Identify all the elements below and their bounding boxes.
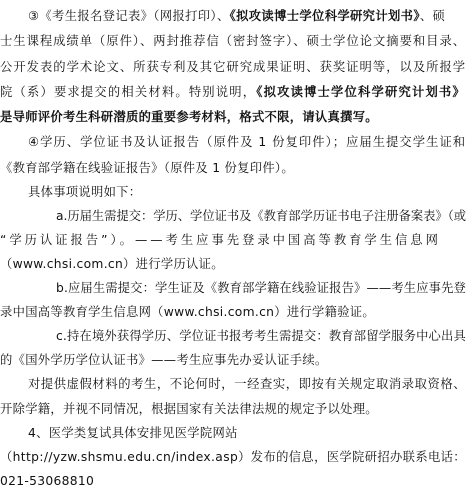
text-line	[0, 255, 473, 273]
text-run: a.历届生需提交：学历、学位证书及《教育部学历证书电子注册备案表》（或	[56, 209, 467, 223]
text-run: （www.chsi.com.cn）进行学历认证。	[0, 257, 224, 271]
text-line	[0, 375, 473, 393]
text-run: 、硕	[419, 9, 446, 23]
text-line	[0, 400, 473, 418]
text-line	[0, 108, 473, 126]
text-line	[0, 351, 473, 369]
text-run: 录中国高等教育学生信息网（www.chsi.com.cn）进行学籍验证。	[0, 305, 375, 319]
text-run: 4、医学类复试具体安排见医学院网站	[28, 426, 238, 440]
text-line	[0, 231, 473, 249]
text-run: 具体事项说明如下：	[28, 185, 142, 199]
text-line	[0, 183, 473, 201]
text-run: 的《国外学历学位认证书》——考生应事先办妥认证手续。	[0, 353, 328, 367]
text-line	[0, 424, 473, 442]
text-run: （http://yzw.shsmu.edu.cn/index.asp）发布的信息，医学院研招办联系电话：	[0, 450, 466, 464]
text-line	[0, 32, 473, 50]
text-line	[0, 159, 473, 177]
text-run: 院（系）要求提交的相关材料。特别说明，	[0, 85, 257, 99]
text-run: b.应届生需提交：学生证及《教育部学籍在线验证报告》——考生应事先登	[56, 281, 466, 295]
bold-text-run: 是导师评价考生科研潜质的重要参考材料，格式不限，请认真撰写。	[0, 110, 378, 124]
text-line	[0, 279, 473, 297]
text-run: “学历认证报告”）。——考生应事先登录中国高等教育学生信息网	[0, 233, 441, 247]
bold-text-run: 《拟攻读博士学位科学研究计划书》	[256, 85, 466, 99]
text-line	[0, 58, 473, 76]
text-run: 士生课程成绩单（原件）、两封推荐信（密封签字）、硕士学位论文摘要和目录、	[0, 34, 467, 48]
text-line	[0, 448, 473, 466]
text-line	[0, 133, 473, 151]
text-run: 021-53068810	[0, 474, 95, 488]
text-run: 公开发表的学术论文、所获专利及其它研究成果证明、获奖证明等，以及所报学	[0, 60, 467, 74]
text-run: 开除学籍，并视不同情况，根据国家有关法律法规的规定予以处理。	[0, 402, 378, 416]
bold-text-run: 《拟攻读博士学位科学研究计划书》	[229, 9, 420, 23]
text-run: ④学历、学位证书及认证报告（原件及 1 份复印件）；应届生提交学生证和	[28, 135, 467, 149]
text-run: c.持在境外获得学历、学位证书报考考生需提交：教育部留学服务中心出具	[56, 329, 466, 343]
text-run: 《教育部学籍在线验证报告》（原件及 1 份复印件）。	[0, 161, 294, 175]
text-line	[0, 7, 473, 25]
text-line	[0, 303, 473, 321]
text-line	[0, 472, 473, 490]
text-run: ③《考生报名登记表》（网报打印）、	[28, 9, 230, 23]
text-line	[0, 83, 473, 101]
text-run: 对提供虚假材料的考生，不论何时，一经查实，即按有关规定取消录取资格、	[28, 377, 467, 391]
text-line	[0, 207, 473, 225]
text-line	[0, 327, 473, 345]
